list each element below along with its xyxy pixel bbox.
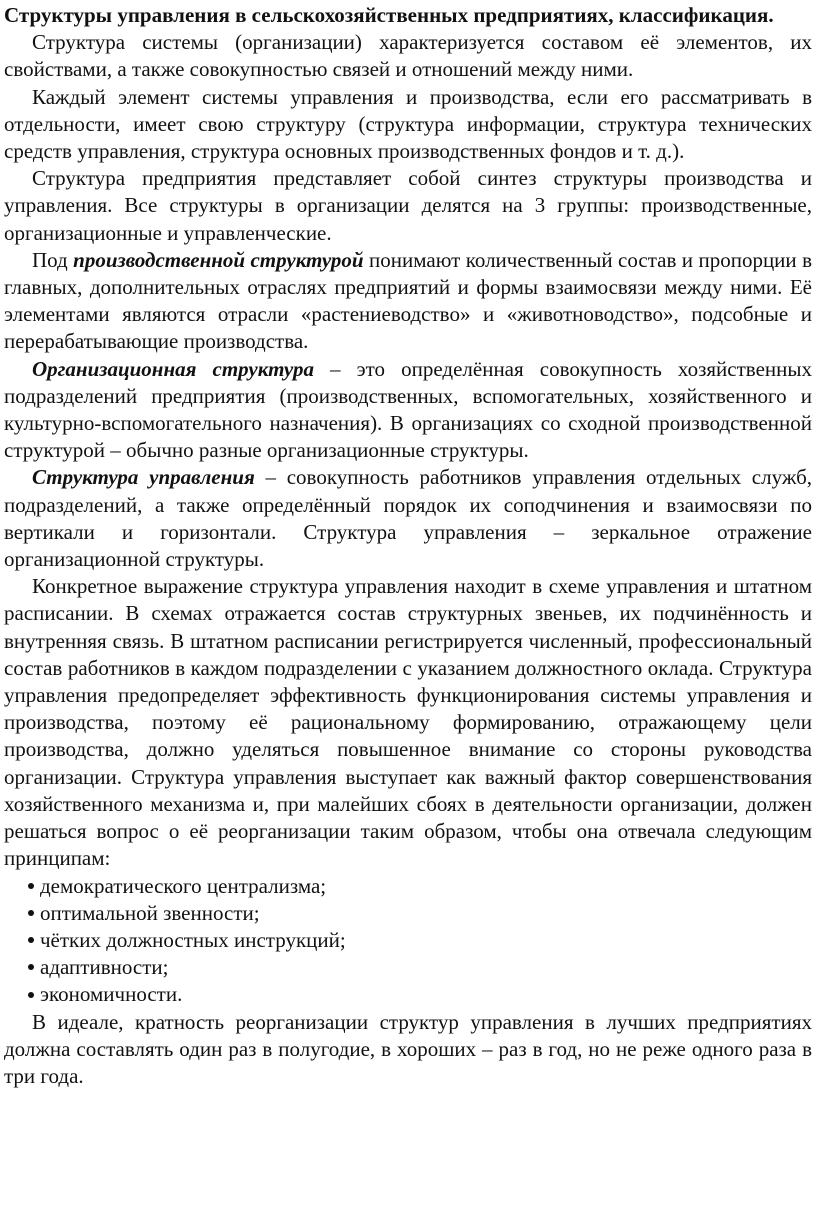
- paragraph-8: В идеале, кратность реорганизации структур управления в лучших предприятиях должна составлять один раз в полугодие, в хороших – раз в год, но не реже одного раза в три года.: [4, 1009, 812, 1088]
- paragraph-1: Структура системы (организации) характеризуется составом её элементов, их свойствами, а также совокупностью связей и отношений между ними.: [4, 30, 812, 82]
- paragraph-4-body: понимают количественный состав и пропорции в главных, дополнительных отраслях предприятий и формы взаимосвязи между ними. Её элементами являются отрасли «растениеводство» и «животноводство», подсобные и перерабатывающие производства.: [4, 247, 812, 354]
- list-item: [28, 954, 812, 981]
- paragraph-6: [4, 464, 812, 573]
- term-organizational-structure: Организационная структура: [32, 356, 314, 381]
- principles-list: [4, 873, 812, 1009]
- list-item-text: адаптивности;: [40, 955, 169, 980]
- paragraph-7: Конкретное выражение структура управления находит в схеме управления и штатном расписании. В схемах отражается состав структурных звеньев, их подчинённость и внутренняя связь. В штатном расписании регистрируется численный, профессиональный состав работников в каждом подразделении с указанием должностного оклада. Структура управления предопределяет эффективность функционирования системы управления и производства, поэтому её рациональному формированию, отражающему цели производства, должно уделяться повышенное внимание со стороны руководства организации. Структура управления выступает как важный фактор совершенствования хозяйственного механизма и, при малейших сбоях в деятельности организации, должен решаться вопрос о её реорганизации таким образом, чтобы она отвечала следующим принципам:: [4, 574, 812, 871]
- bullet-dot-icon: [28, 964, 34, 970]
- term-management-structure: Структура управления: [32, 465, 255, 490]
- bullet-dot-icon: [28, 910, 34, 916]
- bullet-dot-icon: [28, 992, 34, 998]
- paragraph-3: Структура предприятия представляет собой синтез структуры производства и управления. Все структуры в организации делятся на 3 группы: производственные, организационные и управленческие.: [4, 166, 812, 245]
- paragraph-5-body: – это определённая совокупность хозяйственных подразделений предприятия (производственных, вспомогательных, хозяйственного и культурно-вспомогательного назначения). В организациях со сходной производственной структурой – обычно разные организационные структуры.: [4, 356, 812, 463]
- paragraph-5: [4, 356, 812, 465]
- bullet-dot-icon: [28, 883, 34, 889]
- list-item: [28, 900, 812, 927]
- list-item-text: экономичности.: [40, 982, 183, 1007]
- list-item: [28, 927, 812, 954]
- list-item: [28, 981, 812, 1008]
- list-item-text: оптимальной звенности;: [40, 900, 260, 925]
- bullet-dot-icon: [28, 937, 34, 943]
- list-item-text: чётких должностных инструкций;: [40, 927, 346, 952]
- paragraph-2: Каждый элемент системы управления и производства, если его рассматривать в отдельности, имеет свою структуру (структура информации, структура технических средств управления, структура основных производственных фондов и т. д.).: [4, 84, 812, 164]
- list-item-text: демократического централизма;: [40, 873, 327, 898]
- paragraph-4: [4, 247, 812, 356]
- paragraph-6-body: – совокупность работников управления отдельных служб, подразделений, а также определённый порядок их соподчинения и взаимосвязи по вертикали и горизонтали. Структура управления – зеркальное отражение организационной структуры.: [4, 465, 812, 572]
- paragraph-4-lead: Под: [32, 247, 74, 272]
- term-production-structure: производственной структурой: [73, 247, 364, 272]
- document-title: Структуры управления в сельскохозяйственных предприятиях, классификация.: [4, 3, 774, 27]
- list-item: [28, 873, 812, 900]
